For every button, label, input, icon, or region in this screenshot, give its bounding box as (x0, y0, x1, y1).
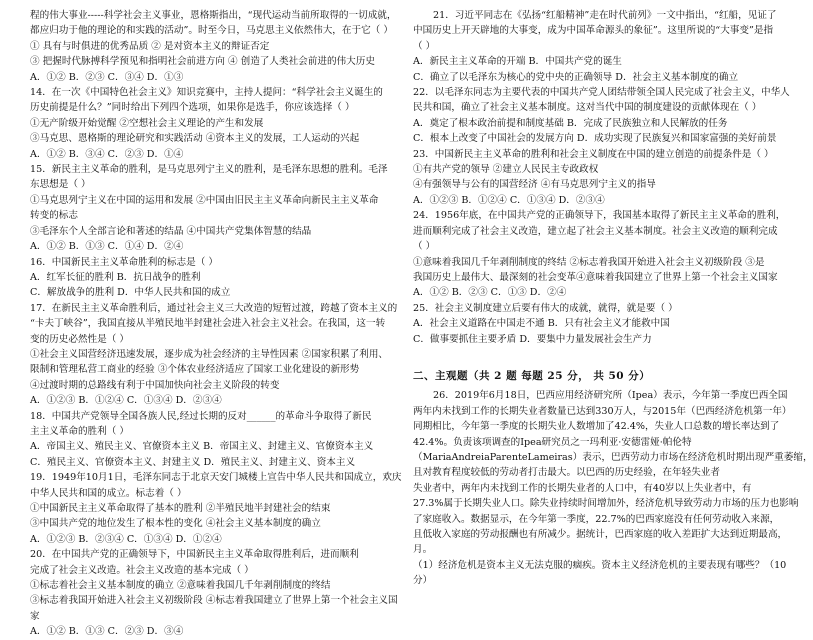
text-line: 15．新民主主义革命的胜利，是马克思列宁主义的胜利，是毛泽东思想的胜利。毛泽 (30, 164, 388, 176)
text-line: 东思想是（ ） (30, 179, 91, 191)
text-line: A．红军长征的胜利 B．抗日战争的胜利 (30, 271, 201, 283)
text-line: C．解放战争的胜利 D．中华人民共和国的成立 (30, 287, 231, 299)
text-line: 我国历史上最伟大、最深刻的社会变革④意味着我国建立了世界上第一个社会主义国家 (413, 271, 778, 283)
text-line: ③毛泽东个人全部言论和著述的结晶 ④中国共产党集体智慧的结晶 (30, 225, 312, 237)
text-line: 27.3%属于长期失业人口。除失业持续时间增加外，经济危机导致劳动力市场的压力也影响 (413, 498, 799, 510)
text-line: 17．在新民主主义革命胜利后，通过社会主义三大改造的短暂过渡，跨越了资本主义的 (30, 302, 398, 314)
text-line: ③中国共产党的地位发生了根本性的变化 ④社会主义基本制度的确立 (30, 518, 321, 530)
text-line: 月。 (413, 544, 433, 556)
text-line: “卡夫丁峡谷”，我国直接从半殖民地半封建社会进入社会主义社会。在我国，这一转 (30, 318, 386, 330)
text-line: （MariaAndreiaParenteLameiras）表示，巴西劳动力市场在经济危机时期出现严重萎缩， (413, 451, 813, 463)
text-line: 程的伟大事业-----科学社会主义事业，恩格斯指出，“现代运动当前所取得的一切成就， (30, 10, 397, 21)
text-line: 了家庭收入。数据显示，在今年第一季度，22.7%的巴西家庭没有任何劳动收入来源， (413, 513, 780, 525)
text-line: A．①②③ B．①②④ C．①③④ D．②③④ (413, 194, 605, 206)
text-line: 中华人民共和国的成立。标志着（ ） (30, 487, 187, 499)
text-line: 变的历史必然性是（ ） (30, 333, 129, 345)
text-line: 同期相比，今年第一季度的长期失业人数增加了42.4%，失业人口总数的增长率达到了 (413, 421, 780, 433)
text-line: 25．社会主义制度建立后要有伟大的成就，就得，就是要（ ） (413, 302, 678, 314)
text-line: ③ 把握时代脉搏科学预见和指明社会前进方向 ④ 创造了人类社会前进的伟大历史 (30, 56, 375, 68)
text-line: A．社会主义道路在中国走不通 B．只有社会主义才能救中国 (413, 318, 670, 330)
text-line: 19．1949年10月1日，毛泽东同志于北京天安门城楼上宣告中华人民共和国成立，欢庆 (30, 472, 402, 484)
text-line: A．①② B．①③ C．①④ D．②④ (30, 241, 184, 253)
text-line: 23．中国新民主主义革命的胜利和社会主义制度在中国的建立创造的前提条件是（ ） (413, 148, 774, 160)
text-line: A．①② B．②③ C．①③ D．②④ (413, 287, 567, 299)
text-line: A．①② B．③④ C．②③ D．①④ (30, 148, 184, 160)
text-line: A．新民主主义革命的开端 B．中国共产党的诞生 (413, 56, 622, 68)
text-line: 且低收入家庭的劳动报酬也有所减少。据统计，巴西家庭的收入差距扩大达到近期最高， (413, 529, 788, 540)
text-line: A．①② B．①③ C．②③ D．③④ (30, 626, 184, 638)
text-line: 22．以毛泽东同志为主要代表的中国共产党人团结带领全国人民完成了社会主义，中华人 (413, 87, 790, 99)
text-line: ①无产阶级开始觉醒 ②空想社会主义理论的产生和发展 (30, 117, 264, 129)
left-column (30, 8, 402, 640)
text-line: A．①②③ B．①②④ C．①③④ D．②③④ (30, 395, 222, 407)
text-line: ①有共产党的领导 ②建立人民民主专政政权 (413, 164, 599, 176)
text-line: 分） (413, 575, 433, 587)
text-line: C．确立了以毛泽东为核心的党中央的正确领导 D．社会主义基本制度的确立 (413, 71, 739, 83)
text-line: ①马克思列宁主义在中国的运用和发展 ②中国由旧民主主义革命向新民主主义革命 (30, 194, 379, 206)
text-line: A．帝国主义、殖民主义、官僚资本主义 B．帝国主义、封建主义、官僚资本主义 (30, 441, 374, 453)
text-line: 历史前提是什么？”同时给出下列四个选项，如果你是选手，你应该选择（ ） (30, 102, 355, 114)
text-line: ①社会主义国营经济迅速发展，逐步成为社会经济的主导性因素 ②国家积累了利用、 (30, 348, 389, 360)
text-line: （ ） (413, 40, 436, 52)
text-line: 都应归功于他的理论的和实践的活动”。时至今日，马克思主义依然伟大，在于它（ ） (30, 25, 393, 37)
text-line: A．奠定了根本政治前提和制度基础 B．完成了民族独立和人民解放的任务 (413, 117, 728, 129)
section-title: 二、主观题（共 2 题 每题 25 分， 共 50 分） (413, 369, 651, 382)
text-line: 14．在一次《中国特色社会主义》知识竞赛中，主持人提问：“科学社会主义诞生的 (30, 87, 383, 99)
text-line: ①中国新民主主义革命取得了基本的胜利 ②半殖民地半封建社会的结束 (30, 503, 331, 514)
text-line: 民共和国，确立了社会主义基本制度。这对当代中国的制度建设的贡献体现在（ ） (413, 102, 762, 114)
text-line: A．①② B．②③ C．③④ D．①③ (30, 71, 184, 83)
text-line: ①标志着社会主义基本制度的确立 ②意味着我国几千年剥削制度的终结 (30, 580, 331, 592)
text-line: 两年内未找到工作的长期失业者数量已达到330万人，与2015年（巴西经济危机第一年） (413, 405, 792, 417)
text-line: （ ） (413, 241, 436, 253)
text-line: ④有强领导与公有的国营经济 ④有马克思列宁主义的指导 (413, 179, 656, 191)
text-line: 完成了社会主义改造。社会主义改造的基本完成（ ） (30, 564, 254, 576)
text-line: C．做事要抓住主要矛盾 D．要集中力量发展社会生产力 (413, 333, 652, 345)
text-line: 中国历史上开天辟地的大事变，成为中国革命源头的象征”。这里所说的“大事变”是指 (413, 25, 774, 37)
text-line: 且对教育程度较低的劳动者打击最大。以巴西的历史经验，在年轻失业者 (413, 467, 720, 479)
text-line: 26．2019年6月18日，巴西应用经济研究所（Ipea）表示，今年第一季度巴西全国 (433, 390, 788, 402)
text-line: ①意味着我国几千年剥削制度的终结 ②标志着我国开始进入社会主义初级阶段 ③是 (413, 256, 765, 268)
text-line: 20．在中国共产党的正确领导下，中国新民主主义革命取得胜利后，进而顺利 (30, 549, 359, 561)
text-line: ④过渡时期的总路线有利于中国加快向社会主义阶段的转变 (30, 379, 280, 391)
text-line: 18．中国共产党领导全国各族人民,经过长期的反对______的革命斗争取得了新民 (30, 410, 372, 422)
text-line: 限制和管理私营工商业的经验 ③个体农业经济适应了国家工业化建设的新形势 (30, 364, 360, 376)
text-line: 家 (30, 610, 40, 622)
text-line: 转变的标志 (30, 210, 78, 222)
text-line: 21．习近平同志在《弘扬“红船精神”走在时代前列》一文中指出，“红船，见证了 (433, 10, 777, 21)
text-line: 24．1956年底，在中国共产党的正确领导下，我国基本取得了新民主主义革命的胜利， (413, 210, 786, 222)
text-line: C．根本上改变了中国社会的发展方向 D．成功实现了民族复兴和国家富强的美好前景 (413, 133, 777, 145)
text-line: 失业者中，两年内未找到工作的长期失业者的人口中，有40岁以上失业者中，有 (413, 482, 752, 494)
text-line: ③标志着我国开始进入社会主义初级阶段 ④标志着我国建立了世界上第一个社会主义国 (30, 595, 398, 607)
text-line: 16．中国新民主主义革命胜利的标志是（ ） (30, 256, 218, 268)
text-line: C．殖民主义、官僚资本主义、封建主义 D．殖民主义、封建主义、资本主义 (30, 456, 356, 468)
right-column (413, 8, 813, 589)
text-line: 进而顺利完成了社会主义改造，建立起了社会主义基本制度。社会主义改造的顺利完成 (413, 225, 778, 237)
text-line: （1）经济危机是资本主义无法克服的痼疾。资本主义经济危机的主要表现有哪些？（10 (413, 559, 787, 571)
subjective-question-26 (413, 388, 813, 588)
text-line: ① 具有与时俱进的优秀品质 ② 是对资本主义的辩证否定 (30, 40, 270, 52)
text-line: 主主义革命的胜利（ ） (30, 425, 129, 437)
text-line: A．①②③ B．②③④ C．①③④ D．①②④ (30, 533, 222, 545)
text-line: ③马克思、恩格斯的理论研究和实践活动 ④资本主义的发展，工人运动的兴起 (30, 133, 360, 145)
multiple-choice-questions (413, 8, 790, 347)
text-line: 42.4%。负责该项调查的Ipea研究员之一玛利亚·安德雷娅·帕伦特 (413, 436, 692, 448)
